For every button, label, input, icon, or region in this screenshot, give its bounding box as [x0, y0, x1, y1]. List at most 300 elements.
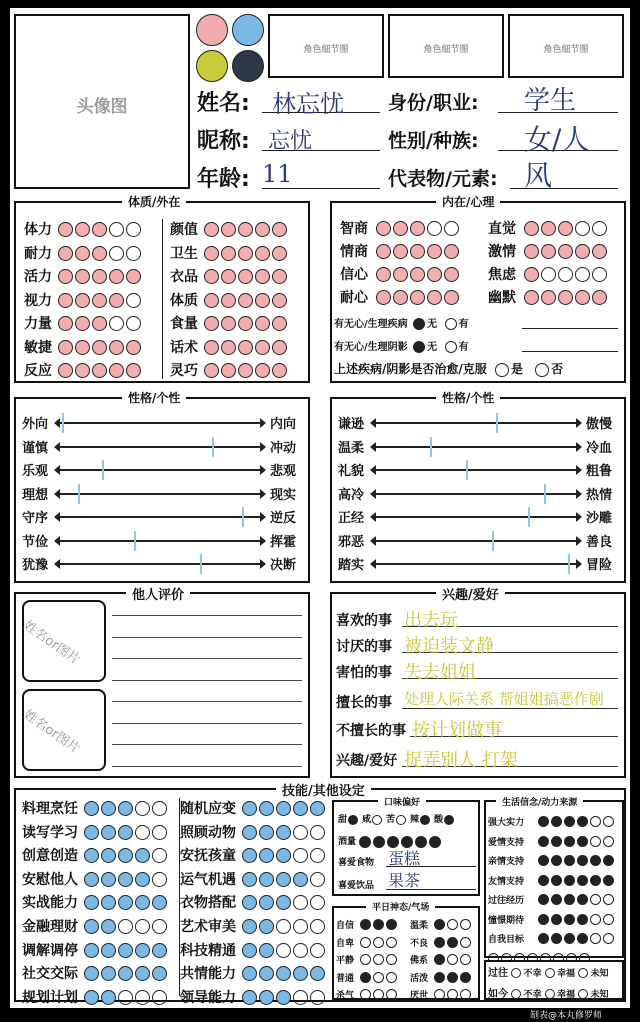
rating-dot[interactable] [126, 316, 141, 331]
rating-dot[interactable] [310, 848, 325, 863]
rating-dot[interactable] [152, 943, 167, 958]
rating-dot[interactable] [447, 937, 458, 948]
rating-dot[interactable] [538, 875, 549, 886]
rating-dot[interactable] [135, 966, 150, 981]
rating-dot[interactable] [242, 919, 257, 934]
rating-dot[interactable] [75, 269, 90, 284]
trait-slider[interactable] [372, 469, 580, 471]
rating-dot[interactable] [58, 246, 73, 261]
rating-dot[interactable] [524, 267, 539, 282]
rating-dot[interactable] [126, 293, 141, 308]
trait-slider[interactable] [56, 469, 264, 471]
rating-dot[interactable] [577, 875, 588, 886]
rating-dot[interactable] [564, 816, 575, 827]
rating-dot[interactable] [360, 937, 371, 948]
rating-dot[interactable] [293, 943, 308, 958]
rating-dot[interactable] [135, 919, 150, 934]
rating-dot[interactable] [204, 246, 219, 261]
rating-dot[interactable] [592, 221, 607, 236]
rating-dot[interactable] [564, 933, 575, 944]
rating-dot[interactable] [551, 816, 562, 827]
rating-dot[interactable] [152, 825, 167, 840]
rating-dot[interactable] [293, 848, 308, 863]
rating-dot[interactable] [373, 919, 384, 930]
rating-dot[interactable] [84, 895, 99, 910]
trait-slider-marker[interactable] [496, 413, 498, 433]
rating-dot[interactable] [603, 816, 614, 827]
rating-dot[interactable] [135, 943, 150, 958]
rating-dot[interactable] [386, 954, 397, 965]
trait-slider-marker[interactable] [102, 460, 104, 480]
rating-dot[interactable] [444, 267, 459, 282]
rating-dot[interactable] [242, 801, 257, 816]
rating-dot[interactable] [558, 290, 573, 305]
rating-dot[interactable] [429, 836, 441, 848]
rating-dot[interactable] [58, 293, 73, 308]
rating-dot[interactable] [434, 937, 445, 948]
rating-dot[interactable] [152, 990, 167, 1005]
rating-dot[interactable] [551, 933, 562, 944]
rating-dot[interactable] [541, 244, 556, 259]
rating-dot[interactable] [427, 221, 442, 236]
rating-dot[interactable] [538, 914, 549, 925]
flavor-checkbox[interactable] [348, 815, 358, 825]
rating-dot[interactable] [386, 989, 397, 1000]
rating-dot[interactable] [84, 801, 99, 816]
rating-dot[interactable] [101, 825, 116, 840]
rating-dot[interactable] [259, 801, 274, 816]
rating-dot[interactable] [360, 919, 371, 930]
rating-dot[interactable] [577, 816, 588, 827]
rating-dot[interactable] [373, 989, 384, 1000]
rating-dot[interactable] [551, 914, 562, 925]
rating-dot[interactable] [603, 836, 614, 847]
rating-dot[interactable] [75, 293, 90, 308]
flavor-checkbox[interactable] [372, 815, 382, 825]
rating-dot[interactable] [152, 801, 167, 816]
rating-dot[interactable] [242, 990, 257, 1005]
now-unfortunate-radio[interactable] [511, 989, 521, 999]
rating-dot[interactable] [92, 316, 107, 331]
rating-dot[interactable] [109, 246, 124, 261]
rating-dot[interactable] [434, 919, 445, 930]
trait-slider-marker[interactable] [528, 507, 530, 527]
rating-dot[interactable] [293, 801, 308, 816]
trait-slider-marker[interactable] [134, 531, 136, 551]
trait-slider-marker[interactable] [544, 484, 546, 504]
rating-dot[interactable] [575, 290, 590, 305]
rating-dot[interactable] [293, 919, 308, 934]
rating-dot[interactable] [603, 894, 614, 905]
rating-dot[interactable] [221, 293, 236, 308]
rating-dot[interactable] [242, 895, 257, 910]
rating-dot[interactable] [590, 933, 601, 944]
rating-dot[interactable] [238, 363, 253, 378]
rating-dot[interactable] [293, 895, 308, 910]
trait-slider-marker[interactable] [568, 554, 570, 574]
rating-dot[interactable] [238, 246, 253, 261]
trait-slider-marker[interactable] [212, 437, 214, 457]
rating-dot[interactable] [272, 269, 287, 284]
rating-dot[interactable] [360, 989, 371, 1000]
rating-dot[interactable] [259, 825, 274, 840]
rating-dot[interactable] [460, 937, 471, 948]
rating-dot[interactable] [135, 825, 150, 840]
rating-dot[interactable] [434, 954, 445, 965]
others-comment-line[interactable] [112, 701, 302, 702]
rating-dot[interactable] [444, 244, 459, 259]
rating-dot[interactable] [310, 895, 325, 910]
rating-dot[interactable] [460, 989, 471, 1000]
trait-slider[interactable] [372, 493, 580, 495]
rating-dot[interactable] [221, 363, 236, 378]
rating-dot[interactable] [447, 989, 458, 1000]
trait-slider-marker[interactable] [430, 437, 432, 457]
now-unknown-radio[interactable] [578, 989, 588, 999]
rating-dot[interactable] [577, 914, 588, 925]
rating-dot[interactable] [58, 340, 73, 355]
rating-dot[interactable] [564, 875, 575, 886]
trait-slider[interactable] [56, 563, 264, 565]
rating-dot[interactable] [118, 990, 133, 1005]
others-comment-line[interactable] [112, 680, 302, 681]
flavor-checkbox[interactable] [396, 815, 406, 825]
rating-dot[interactable] [152, 919, 167, 934]
rating-dot[interactable] [558, 244, 573, 259]
rating-dot[interactable] [564, 914, 575, 925]
rating-dot[interactable] [118, 966, 133, 981]
rating-dot[interactable] [592, 244, 607, 259]
rating-dot[interactable] [204, 222, 219, 237]
rating-dot[interactable] [276, 848, 291, 863]
rating-dot[interactable] [410, 267, 425, 282]
rating-dot[interactable] [259, 966, 274, 981]
rating-dot[interactable] [75, 340, 90, 355]
rating-dot[interactable] [434, 989, 445, 1000]
rating-dot[interactable] [603, 855, 614, 866]
rating-dot[interactable] [126, 269, 141, 284]
rating-dot[interactable] [575, 221, 590, 236]
trait-slider[interactable] [56, 446, 264, 448]
rating-dot[interactable] [58, 363, 73, 378]
rating-dot[interactable] [221, 316, 236, 331]
rating-dot[interactable] [75, 222, 90, 237]
rating-dot[interactable] [427, 290, 442, 305]
rating-dot[interactable] [603, 875, 614, 886]
rating-dot[interactable] [126, 363, 141, 378]
rating-dot[interactable] [255, 340, 270, 355]
rating-dot[interactable] [101, 966, 116, 981]
rating-dot[interactable] [126, 222, 141, 237]
rating-dot[interactable] [276, 966, 291, 981]
rating-dot[interactable] [92, 269, 107, 284]
rating-dot[interactable] [276, 801, 291, 816]
rating-dot[interactable] [386, 972, 397, 983]
rating-dot[interactable] [592, 267, 607, 282]
rating-dot[interactable] [84, 966, 99, 981]
others-comment-line[interactable] [112, 766, 302, 767]
others-comment-line[interactable] [112, 637, 302, 638]
flavor-checkbox[interactable] [444, 815, 454, 825]
rating-dot[interactable] [310, 943, 325, 958]
rating-dot[interactable] [204, 340, 219, 355]
rating-dot[interactable] [135, 895, 150, 910]
recovered-no-radio[interactable] [535, 363, 549, 377]
rating-dot[interactable] [538, 894, 549, 905]
others-comment-line[interactable] [112, 744, 302, 745]
rating-dot[interactable] [204, 363, 219, 378]
rating-dot[interactable] [259, 990, 274, 1005]
rating-dot[interactable] [359, 836, 371, 848]
rating-dot[interactable] [118, 943, 133, 958]
rating-dot[interactable] [255, 222, 270, 237]
rating-dot[interactable] [293, 872, 308, 887]
illness-have-radio[interactable] [445, 318, 457, 330]
rating-dot[interactable] [135, 872, 150, 887]
rating-dot[interactable] [590, 836, 601, 847]
rating-dot[interactable] [118, 801, 133, 816]
rating-dot[interactable] [75, 246, 90, 261]
rating-dot[interactable] [118, 895, 133, 910]
rating-dot[interactable] [410, 244, 425, 259]
rating-dot[interactable] [101, 872, 116, 887]
rating-dot[interactable] [84, 825, 99, 840]
rating-dot[interactable] [603, 933, 614, 944]
rating-dot[interactable] [590, 914, 601, 925]
rating-dot[interactable] [541, 267, 556, 282]
rating-dot[interactable] [221, 246, 236, 261]
trait-slider[interactable] [56, 493, 264, 495]
trait-slider[interactable] [372, 516, 580, 518]
rating-dot[interactable] [444, 290, 459, 305]
rating-dot[interactable] [376, 221, 391, 236]
now-happy-radio[interactable] [545, 989, 555, 999]
rating-dot[interactable] [293, 966, 308, 981]
rating-dot[interactable] [386, 937, 397, 948]
rating-dot[interactable] [564, 855, 575, 866]
rating-dot[interactable] [310, 919, 325, 934]
shadow-have-radio[interactable] [445, 341, 457, 353]
rating-dot[interactable] [293, 825, 308, 840]
rating-dot[interactable] [460, 954, 471, 965]
rating-dot[interactable] [238, 293, 253, 308]
rating-dot[interactable] [310, 825, 325, 840]
rating-dot[interactable] [310, 990, 325, 1005]
rating-dot[interactable] [444, 221, 459, 236]
rating-dot[interactable] [272, 246, 287, 261]
rating-dot[interactable] [204, 293, 219, 308]
rating-dot[interactable] [276, 895, 291, 910]
rating-dot[interactable] [575, 267, 590, 282]
rating-dot[interactable] [92, 340, 107, 355]
rating-dot[interactable] [84, 872, 99, 887]
rating-dot[interactable] [276, 825, 291, 840]
trait-slider-marker[interactable] [492, 531, 494, 551]
rating-dot[interactable] [84, 848, 99, 863]
rating-dot[interactable] [92, 222, 107, 237]
rating-dot[interactable] [238, 316, 253, 331]
rating-dot[interactable] [447, 954, 458, 965]
rating-dot[interactable] [434, 972, 445, 983]
rating-dot[interactable] [376, 244, 391, 259]
rating-dot[interactable] [242, 872, 257, 887]
rating-dot[interactable] [460, 972, 471, 983]
rating-dot[interactable] [152, 895, 167, 910]
rating-dot[interactable] [58, 222, 73, 237]
rating-dot[interactable] [386, 919, 397, 930]
rating-dot[interactable] [276, 990, 291, 1005]
rating-dot[interactable] [92, 293, 107, 308]
rating-dot[interactable] [109, 363, 124, 378]
trait-slider-marker[interactable] [242, 507, 244, 527]
rating-dot[interactable] [590, 875, 601, 886]
rating-dot[interactable] [577, 894, 588, 905]
rating-dot[interactable] [58, 269, 73, 284]
trait-slider-marker[interactable] [62, 413, 64, 433]
rating-dot[interactable] [551, 894, 562, 905]
rating-dot[interactable] [75, 363, 90, 378]
rating-dot[interactable] [427, 267, 442, 282]
rating-dot[interactable] [541, 221, 556, 236]
others-comment-line[interactable] [112, 723, 302, 724]
rating-dot[interactable] [126, 340, 141, 355]
rating-dot[interactable] [538, 855, 549, 866]
rating-dot[interactable] [558, 267, 573, 282]
rating-dot[interactable] [590, 816, 601, 827]
rating-dot[interactable] [310, 966, 325, 981]
rating-dot[interactable] [109, 316, 124, 331]
rating-dot[interactable] [255, 293, 270, 308]
rating-dot[interactable] [242, 943, 257, 958]
rating-dot[interactable] [255, 316, 270, 331]
rating-dot[interactable] [259, 919, 274, 934]
rating-dot[interactable] [101, 895, 116, 910]
rating-dot[interactable] [126, 246, 141, 261]
trait-slider-marker[interactable] [78, 484, 80, 504]
rating-dot[interactable] [558, 221, 573, 236]
rating-dot[interactable] [564, 894, 575, 905]
rating-dot[interactable] [603, 914, 614, 925]
rating-dot[interactable] [460, 919, 471, 930]
rating-dot[interactable] [564, 836, 575, 847]
rating-dot[interactable] [447, 972, 458, 983]
rating-dot[interactable] [272, 340, 287, 355]
trait-slider[interactable] [372, 540, 580, 542]
rating-dot[interactable] [373, 836, 385, 848]
rating-dot[interactable] [84, 990, 99, 1005]
rating-dot[interactable] [221, 269, 236, 284]
rating-dot[interactable] [376, 267, 391, 282]
rating-dot[interactable] [310, 872, 325, 887]
rating-dot[interactable] [101, 943, 116, 958]
rating-dot[interactable] [592, 290, 607, 305]
rating-dot[interactable] [538, 816, 549, 827]
rating-dot[interactable] [538, 933, 549, 944]
rating-dot[interactable] [242, 848, 257, 863]
rating-dot[interactable] [393, 221, 408, 236]
rating-dot[interactable] [242, 825, 257, 840]
past-unknown-radio[interactable] [578, 968, 588, 978]
rating-dot[interactable] [272, 222, 287, 237]
rating-dot[interactable] [590, 894, 601, 905]
rating-dot[interactable] [109, 222, 124, 237]
rating-dot[interactable] [393, 267, 408, 282]
rating-dot[interactable] [101, 919, 116, 934]
rating-dot[interactable] [75, 316, 90, 331]
rating-dot[interactable] [259, 943, 274, 958]
flavor-checkbox[interactable] [420, 815, 430, 825]
rating-dot[interactable] [551, 855, 562, 866]
rating-dot[interactable] [101, 801, 116, 816]
trait-slider[interactable] [56, 540, 264, 542]
rating-dot[interactable] [272, 316, 287, 331]
trait-slider[interactable] [372, 563, 580, 565]
shadow-none-radio[interactable] [413, 341, 425, 353]
rating-dot[interactable] [538, 836, 549, 847]
rating-dot[interactable] [373, 937, 384, 948]
rating-dot[interactable] [238, 269, 253, 284]
rating-dot[interactable] [373, 972, 384, 983]
rating-dot[interactable] [577, 933, 588, 944]
rating-dot[interactable] [58, 316, 73, 331]
rating-dot[interactable] [541, 290, 556, 305]
rating-dot[interactable] [524, 290, 539, 305]
rating-dot[interactable] [135, 801, 150, 816]
rating-dot[interactable] [255, 269, 270, 284]
rating-dot[interactable] [259, 895, 274, 910]
rating-dot[interactable] [410, 221, 425, 236]
rating-dot[interactable] [427, 244, 442, 259]
rating-dot[interactable] [276, 919, 291, 934]
rating-dot[interactable] [118, 919, 133, 934]
rating-dot[interactable] [238, 222, 253, 237]
rating-dot[interactable] [360, 972, 371, 983]
trait-slider-marker[interactable] [466, 460, 468, 480]
rating-dot[interactable] [272, 363, 287, 378]
rating-dot[interactable] [204, 316, 219, 331]
rating-dot[interactable] [577, 855, 588, 866]
rating-dot[interactable] [590, 855, 601, 866]
rating-dot[interactable] [152, 872, 167, 887]
rating-dot[interactable] [255, 246, 270, 261]
rating-dot[interactable] [204, 269, 219, 284]
recovered-yes-radio[interactable] [495, 363, 509, 377]
rating-dot[interactable] [152, 848, 167, 863]
trait-slider[interactable] [372, 446, 580, 448]
others-comment-line[interactable] [112, 658, 302, 659]
trait-slider[interactable] [372, 422, 580, 424]
rating-dot[interactable] [135, 990, 150, 1005]
rating-dot[interactable] [84, 919, 99, 934]
rating-dot[interactable] [259, 848, 274, 863]
trait-slider[interactable] [56, 422, 264, 424]
rating-dot[interactable] [238, 340, 253, 355]
rating-dot[interactable] [242, 966, 257, 981]
others-comment-line[interactable] [112, 615, 302, 616]
rating-dot[interactable] [92, 363, 107, 378]
rating-dot[interactable] [551, 836, 562, 847]
rating-dot[interactable] [376, 290, 391, 305]
trait-slider[interactable] [56, 516, 264, 518]
past-unfortunate-radio[interactable] [511, 968, 521, 978]
rating-dot[interactable] [310, 801, 325, 816]
rating-dot[interactable] [577, 836, 588, 847]
rating-dot[interactable] [92, 246, 107, 261]
rating-dot[interactable] [109, 269, 124, 284]
illness-none-radio[interactable] [413, 318, 425, 330]
rating-dot[interactable] [393, 290, 408, 305]
rating-dot[interactable] [221, 222, 236, 237]
